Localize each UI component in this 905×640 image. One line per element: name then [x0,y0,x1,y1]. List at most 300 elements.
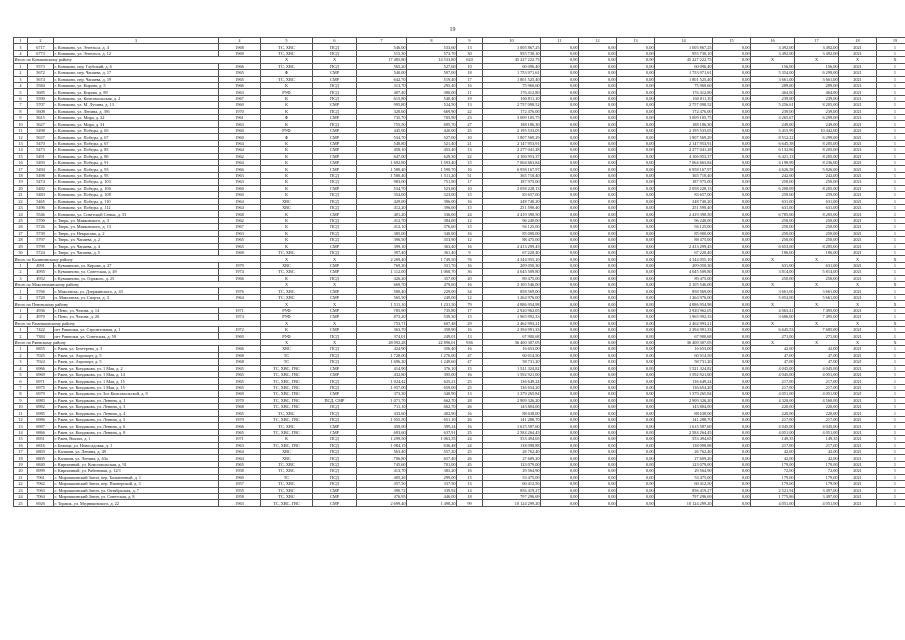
table-cell: 0,00 [617,436,655,442]
table-cell: 6 645,53 [751,326,795,332]
column-number-cell: 15 [713,38,751,44]
table-cell: 1 060,70 [407,269,457,275]
table-cell: пгт Рамешки, ул. Советская, д. 59 [54,333,219,339]
table-cell: 1 [877,384,905,390]
table-cell: 149,35 [751,436,795,442]
table-cell: 2021 [839,500,877,506]
table-cell: 0,00 [541,204,579,210]
table-cell: 2021 [839,493,877,499]
table-cell: 172 476,00 [655,108,713,114]
table-cell: 3 492,00 [795,44,839,50]
table-cell: 363,40 [407,243,457,249]
table-cell: 89 475,00 [655,275,713,281]
table-cell: 0,00 [617,256,655,262]
table-cell: 156,00 [795,63,839,69]
table-cell: 429,00 [357,198,407,204]
table-cell: 0,00 [541,224,579,230]
table-cell: 15 [457,314,483,320]
table-cell: 1 [877,429,905,435]
table-cell: 1 [877,378,905,384]
table-cell: 5700 [28,217,54,223]
table-cell: 1964 [219,140,261,146]
table-cell: 2021 [839,455,877,461]
table-cell: 85 000,00 [483,230,541,236]
table-cell: 637,91 [407,429,457,435]
table-cell: 0,00 [579,449,617,455]
table-cell: 1 [14,288,28,294]
table-cell: 42,00 [795,455,839,461]
table-cell: 0,00 [617,346,655,352]
table-cell: 0,00 [713,339,751,345]
table-cell: г. Ржев, ул. Кондакова, ул. 1 Мая, д. 15 [54,378,219,384]
table-cell: 1 590,70 [407,166,457,172]
table-cell: РУФ [261,333,313,339]
table-cell: X [877,339,905,345]
table-cell: 0,00 [713,82,751,88]
table-cell: 0,00 [617,391,655,397]
table-cell: 2 058 228,13 [655,185,713,191]
table-cell: 6855 [28,346,54,352]
table-cell: К [261,108,313,114]
table-cell: 14 [14,429,28,435]
table-cell: 0,00 [541,140,579,146]
table-cell: 0,00 [541,339,579,345]
table-cell: 45 227 222,75 [483,57,541,63]
table-cell: 0,00 [541,455,579,461]
table-cell: 0,00 [541,429,579,435]
table-cell: 42,00 [795,346,839,352]
table-cell: 1 [877,307,905,313]
table-cell: 1 498,20 [407,500,457,506]
table-cell: 1 [877,436,905,442]
table-cell: 5615 [28,115,54,121]
table-cell: 1974 [219,269,261,275]
table-cell: 6 132,86 [751,147,795,153]
table-cell: 365 710,40 [655,172,713,178]
table-cell: 1967 [219,95,261,101]
table-cell: 2021 [839,179,877,185]
table-cell: 5 814,00 [795,269,839,275]
capital-repair-table [13,37,905,507]
table-cell: ПСД [313,121,357,127]
table-cell: 0,00 [617,359,655,365]
table-cell: 1 728,00 [357,352,407,358]
table-cell: 0,00 [617,481,655,487]
table-cell: 0,00 [617,378,655,384]
table-cell: 1965 [219,76,261,82]
table-cell: 0,00 [541,243,579,249]
table-cell: 1972 [219,326,261,332]
table-cell: 271,00 [751,333,795,339]
table-cell: 4 320,00 [751,397,795,403]
table-cell: 0,00 [541,442,579,448]
table-cell: 0,00 [713,314,751,320]
table-cell: 7061 [28,474,54,480]
table-cell: 629,30 [407,153,457,159]
table-cell: 0,00 [617,243,655,249]
table-cell: 0,00 [713,179,751,185]
table-cell: 0,00 [579,487,617,493]
table-cell: 0,00 [541,82,579,88]
table-cell: ПСД [313,449,357,455]
table-cell: 6 299,00 [795,70,839,76]
table-cell: 217,00 [751,378,795,384]
table-cell: 2 920 962,05 [483,307,541,313]
table-cell: 0,00 [617,352,655,358]
table-cell: 1966 [219,166,261,172]
table-cell: 6975 [28,384,54,390]
table-cell: 271,00 [795,333,839,339]
table-cell: 47,00 [751,352,795,358]
table-cell: 0,00 [541,391,579,397]
table-cell: 1 [877,134,905,140]
table-cell: 3 661,00 [795,288,839,294]
table-cell: X [261,339,313,345]
table-cell: 365 710,40 [483,172,541,178]
table-cell: 0,00 [541,249,579,255]
table-cell: 2021 [839,275,877,281]
table-cell: 1958 [219,468,261,474]
table-cell: ПСД [313,108,357,114]
table-cell: г. Ржев, ул. Кондакова, ул. 1 Мая, д. 15 [54,384,219,390]
table-cell: 1 580,40 [357,166,407,172]
table-cell: 4 265,67 [751,115,795,121]
table-cell: 701,00 [407,461,457,467]
table-cell: К [261,166,313,172]
table-cell: 11 [457,89,483,95]
table-cell: 0,00 [617,121,655,127]
table-cell: 340,00 [407,230,457,236]
table-cell: 75 960,60 [483,82,541,88]
table-cell: 1 [877,153,905,159]
table-cell: 2 757 098,52 [483,102,541,108]
column-number-cell: 17 [795,38,839,44]
table-cell: 0,00 [617,134,655,140]
table-cell: 88 638,00 [483,410,541,416]
table-cell: 6 299,00 [795,134,839,140]
table-cell: 5720 [28,294,54,300]
table-cell: 2021 [839,333,877,339]
table-cell: 0,00 [617,179,655,185]
table-cell: 2 [14,333,28,339]
table-cell: 0,00 [713,76,751,82]
table-cell: 2021 [839,269,877,275]
table-cell: г. Ржев, ул. Кондакова, ул. Ленина, д. 1 [54,397,219,403]
table-cell: 1 807 569,29 [655,134,713,140]
table-cell: 26 [457,455,483,461]
table-cell: 358,90 [407,326,457,332]
table-cell: 507,00 [407,70,457,76]
table-cell: 0,00 [617,153,655,159]
table-cell: 2021 [839,108,877,114]
table-cell: 47,00 [751,359,795,365]
table-cell: 24 [457,211,483,217]
table-cell: 6926 [28,500,54,506]
table-cell: 25 [457,384,483,390]
table-cell: 25 [457,449,483,455]
table-cell: 5590 [28,95,54,101]
table-cell: 2 147 953,91 [483,140,541,146]
table-cell: 548,80 [357,140,407,146]
table-cell: 1958 [219,493,261,499]
table-cell: 187 975,00 [655,179,713,185]
table-cell: 0,00 [617,249,655,255]
table-cell: 412,10 [357,224,407,230]
table-cell: 28 [457,397,483,403]
table-cell: X [751,320,795,326]
table-cell: 527,60 [407,63,457,69]
table-cell: 0,00 [617,198,655,204]
table-cell: 0,00 [617,217,655,223]
table-cell: 6987 [28,423,54,429]
table-cell: 249,00 [795,121,839,127]
table-cell: 1 [877,455,905,461]
table-cell: 72,00 [751,468,795,474]
table-cell: 15 [14,153,28,159]
table-cell: 2 269,40 [357,256,407,262]
table-cell: 2 920 962,05 [655,307,713,313]
table-cell: 5608 [28,108,54,114]
table-cell: К [261,230,313,236]
table-cell: 2021 [839,76,877,82]
table-cell: ПСД [313,468,357,474]
district-total-label: Итого по Рамешковскому району [14,320,261,326]
table-cell: 753,71 [357,320,407,326]
table-cell: 553 494,65 [655,436,713,442]
table-cell: 1969 [219,333,261,339]
table-cell: 339,92 [407,487,457,493]
table-cell: X [261,282,313,288]
table-cell: СМР [313,115,357,121]
table-cell: 6 299,00 [795,115,839,121]
table-cell: г. Конаково, ул. Кирова, д. 89 [54,89,219,95]
table-cell: г. Калязин, ул. Ленина, д. 63а [54,455,219,461]
table-cell: г. Конаково, ул. Победы, д. 108 [54,192,219,198]
table-cell: 2021 [839,63,877,69]
table-cell: 1 [877,359,905,365]
table-cell: 1979 [219,262,261,268]
table-cell: 13 [14,423,28,429]
table-cell: 0,00 [579,307,617,313]
table-cell: 250,00 [795,237,839,243]
table-cell: 0,00 [579,500,617,506]
table-cell: 0,00 [617,76,655,82]
table-cell: 1968 [219,249,261,255]
table-cell: 249,01 [407,333,457,339]
table-cell: 2021 [839,481,877,487]
table-cell: 29 564,90 [483,468,541,474]
table-cell: 13 [457,391,483,397]
table-cell: 2021 [839,449,877,455]
table-cell: г. Тверь, ул. Чапаева, д. 5 [54,249,219,255]
table-cell: 0,00 [713,237,751,243]
table-cell: ПСД [313,63,357,69]
table-cell: 22 [457,108,483,114]
table-cell: 1 264 976,00 [483,294,541,300]
table-cell: 769,20 [357,262,407,268]
table-cell: 0,00 [713,461,751,467]
table-cell: 1960 [219,134,261,140]
table-cell: 3 009 105,75 [483,115,541,121]
table-cell: 1 [877,397,905,403]
table-cell: 446,00 [407,493,457,499]
table-cell: 955 730,10 [655,50,713,56]
table-cell: 4991 [28,262,54,268]
table-cell: 36 400 307,05 [483,339,541,345]
table-cell: 4 051,00 [795,429,839,435]
table-cell: 96 240,00 [655,217,713,223]
table-cell: 141 288,70 [483,416,541,422]
table-cell: 0,00 [713,391,751,397]
table-cell: 2 521,94 [751,487,795,493]
table-cell: 5726 [28,224,54,230]
table-cell: 242,00 [795,172,839,178]
table-cell: 1963 [219,172,261,178]
table-cell: 1 [877,76,905,82]
table-cell: 2021 [839,95,877,101]
table-cell: 0,00 [713,423,751,429]
table-cell: X [795,282,839,288]
table-cell: 16 [457,198,483,204]
table-cell: 0,00 [713,224,751,230]
table-cell: 1 [14,262,28,268]
table-cell: 1965 [219,243,261,249]
table-cell: X [313,301,357,307]
table-cell: 172 476,00 [483,108,541,114]
table-cell: 2021 [839,243,877,249]
table-cell: 250,00 [751,275,795,281]
table-cell: ХВС [261,204,313,210]
table-cell: 374,01 [357,333,407,339]
table-cell: СМР [313,500,357,506]
table-cell: 5573 [28,63,54,69]
table-cell: СМР [313,269,357,275]
table-cell: 16 [14,442,28,448]
table-cell: с. Мирошкинский Затон, ул. Октябрьская, д. 7 [54,487,219,493]
table-cell: 0,00 [713,127,751,133]
table-cell: СМР [313,487,357,493]
table-cell: 2 584 264,45 [483,429,541,435]
table-cell: 1 593,40 [407,160,457,166]
table-cell: 0,00 [541,384,579,390]
table-cell: 1 [877,493,905,499]
table-cell: 22 [457,153,483,159]
table-cell: с. Мирошкинский Затон, пер. Пионерский, д. 3 [54,481,219,487]
table-cell: 0,00 [617,474,655,480]
table-cell: 136 649,24 [655,378,713,384]
table-cell: 5 354,00 [751,70,795,76]
table-cell: К [261,160,313,166]
table-cell: 751,90 [407,179,457,185]
table-cell: 24 [457,436,483,442]
table-cell: г. Конаково, ул. Мира, д. 54 [54,121,219,127]
table-cell: 4 [14,50,28,56]
table-cell: СМР [313,140,357,146]
table-cell: 25 [457,429,483,435]
table-cell: 79 [457,301,483,307]
table-cell: 0,00 [541,179,579,185]
table-cell: 28 092,28 [357,339,407,345]
table-cell: ПСД [313,204,357,210]
table-cell: ТС, ХВС, ГВС [261,397,313,403]
table-cell: 10 124 299,20 [483,500,541,506]
table-cell: 0,00 [713,211,751,217]
table-cell: 0,00 [617,262,655,268]
table-cell: 1 [877,487,905,493]
table-cell: ПСД [313,474,357,480]
table-cell: 99 [457,500,483,506]
table-cell: 0,00 [713,397,751,403]
table-cell: 47 [457,359,483,365]
table-cell: 6773 [28,50,54,56]
table-cell: 6840 [28,461,54,467]
table-cell: г. Ржев, ул. Аэропорт, д. 5 [54,359,219,365]
table-cell: 1965 [219,70,261,76]
table-cell: 1 005 867,25 [483,44,541,50]
table-cell: 1967 [219,224,261,230]
table-cell: 2021 [839,423,877,429]
table-cell: 1966 [219,423,261,429]
table-cell: 1 264 976,00 [655,294,713,300]
table-cell: Ф [261,70,313,76]
table-cell: 2021 [839,397,877,403]
table-cell: 289,00 [751,82,795,88]
table-cell: 0,00 [579,50,617,56]
table-cell: 25 [14,217,28,223]
table-cell: г. Торжок, ул. Медниковского, д. 22 [54,500,219,506]
table-cell: 0,00 [713,50,751,56]
table-cell: 0,00 [541,294,579,300]
table-cell: 16 [457,230,483,236]
table-cell: 0,00 [579,352,617,358]
table-cell: 557,20 [407,449,457,455]
table-cell: 580,40 [357,288,407,294]
table-cell: 0,00 [579,397,617,403]
table-cell: 936 [457,339,483,345]
table-cell: 0,00 [579,147,617,153]
table-cell: 16 653,00 [483,346,541,352]
table-cell: 220,00 [795,404,839,410]
table-cell: 8 236,00 [795,160,839,166]
table-cell: 1 775,86 [751,493,795,499]
table-cell: Ф [261,115,313,121]
table-cell: 29 564,90 [655,468,713,474]
table-cell: 0,00 [579,314,617,320]
table-cell: 1 [877,333,905,339]
table-cell: 0,00 [713,95,751,101]
table-cell: 0,00 [617,416,655,422]
table-cell: ПСД [313,237,357,243]
table-cell: X [839,301,877,307]
table-cell: г. Тверь, ул. Некрасова, д. 2 [54,230,219,236]
table-cell: 156,00 [751,63,795,69]
table-cell: 1965 [219,237,261,243]
table-cell: 1 [877,416,905,422]
table-cell: 0,00 [713,198,751,204]
table-cell: 0,00 [617,500,655,506]
table-cell: 1964 [219,204,261,210]
table-cell: 1965 [219,371,261,377]
table-cell: К [261,326,313,332]
table-cell: 1 [877,275,905,281]
table-cell: 0,00 [579,404,617,410]
table-cell: 2021 [839,436,877,442]
table-cell: г. Конаково, ул. Энгельса, д. 12 [54,50,219,56]
table-cell: 0,00 [617,57,655,63]
table-cell: 16 [457,82,483,88]
table-cell: г. Конаково, ул. Победы, д. 106 [54,185,219,191]
table-cell: 955 730,10 [483,50,541,56]
